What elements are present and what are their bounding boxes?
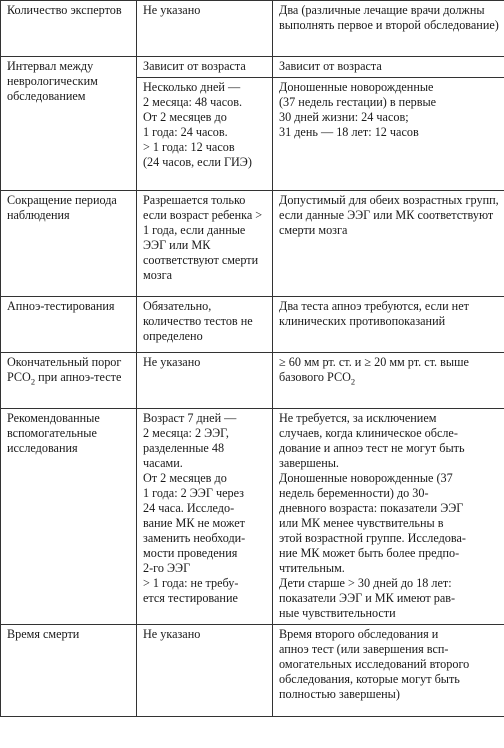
table-row <box>1 191 504 297</box>
criterion-cell: Апноэ-тестирования <box>1 297 137 353</box>
col2-cell: Возраст 7 дней — 2 месяца: 2 ЭЭГ, разделенные 48 часами. От 2 месяцев до 1 года: 2 ЭЭГ через 24 часа. Исследо- вание МК не может заменить необходи- мости проведения 2-го ЭЭГ > 1 года: не требу- ется тестирование <box>137 409 273 625</box>
col2-cell: Не указано <box>137 353 273 409</box>
table-row <box>1 625 504 717</box>
col3-cell: ≥ 60 мм рт. ст. и ≥ 20 мм рт. ст. выше базового $РСО_2$ <box>273 353 504 409</box>
col2-head: Зависит от возраста <box>143 59 246 73</box>
table-row <box>1 1 504 57</box>
criterion-cell: Рекомендованные вспомогательные исследования <box>1 409 137 625</box>
col3-cell <box>273 57 504 191</box>
table-row <box>1 353 504 409</box>
table-row <box>1 297 504 353</box>
col3-cell: Время второго обследования и апноэ тест (или завершения всп- омогательных исследований второго обследования, которые могут быть полностью завершены) <box>273 625 504 717</box>
criterion-cell: Время смерти <box>1 625 137 717</box>
col2-cell: Не указано <box>137 1 273 57</box>
criterion-cell: Окончательный порог $РСО_2$ при апноэ-тесте <box>1 353 137 409</box>
col2-cell <box>137 57 273 191</box>
col3-head: Зависит от возраста <box>279 59 382 73</box>
col3-cell: Допустимый для обеих возрастных групп, если данные ЭЭГ или МК соответствуют смерти мозга <box>273 191 504 297</box>
table-row <box>1 57 504 191</box>
col3-cell: Два теста апноэ требуются, если нет клинических противопоказаний <box>273 297 504 353</box>
col2-cell: Не указано <box>137 625 273 717</box>
col3-body: Доношенные новорожденные (37 недель гестации) в первые 30 дней жизни: 24 часов; 31 день — 18 лет: 12 часов <box>273 77 504 143</box>
col2-body: Несколько дней — 2 месяца: 48 часов. От 2 месяцев до 1 года: 24 часов. > 1 года: 12 часов (24 часов, если ГИЭ) <box>137 77 272 173</box>
criterion-cell: Сокращение периода наблюдения <box>1 191 137 297</box>
col3-cell: Два (различные лечащие врачи должны выполнять первое и второй обследование) <box>273 1 504 57</box>
col2-cell: Разрешается только если возраст ребенка > 1 года, если данные ЭЭГ или МК соответствуют смерти мозга <box>137 191 273 297</box>
table-row <box>1 409 504 625</box>
col3-cell: Не требуется, за исключением случаев, когда клиническое обсле- дование и апноэ тест не могут быть завершены. Доношенные новорожденные (37 недель беременности) до 30- дневного возраста: показатели ЭЭГ или МК менее чувствительны в этой возрастной группе. Исследова- ние МК может быть более предпо- чтительным. Дети старше > 30 дней до 18 лет: показатели ЭЭГ и МК имеют рав- ные чувствительности <box>273 409 504 625</box>
col2-cell: Обязательно, количество тестов не определено <box>137 297 273 353</box>
criterion-cell: Количество экспертов <box>1 1 137 57</box>
criterion-cell: Интервал между неврологическим обследованием <box>1 57 137 191</box>
